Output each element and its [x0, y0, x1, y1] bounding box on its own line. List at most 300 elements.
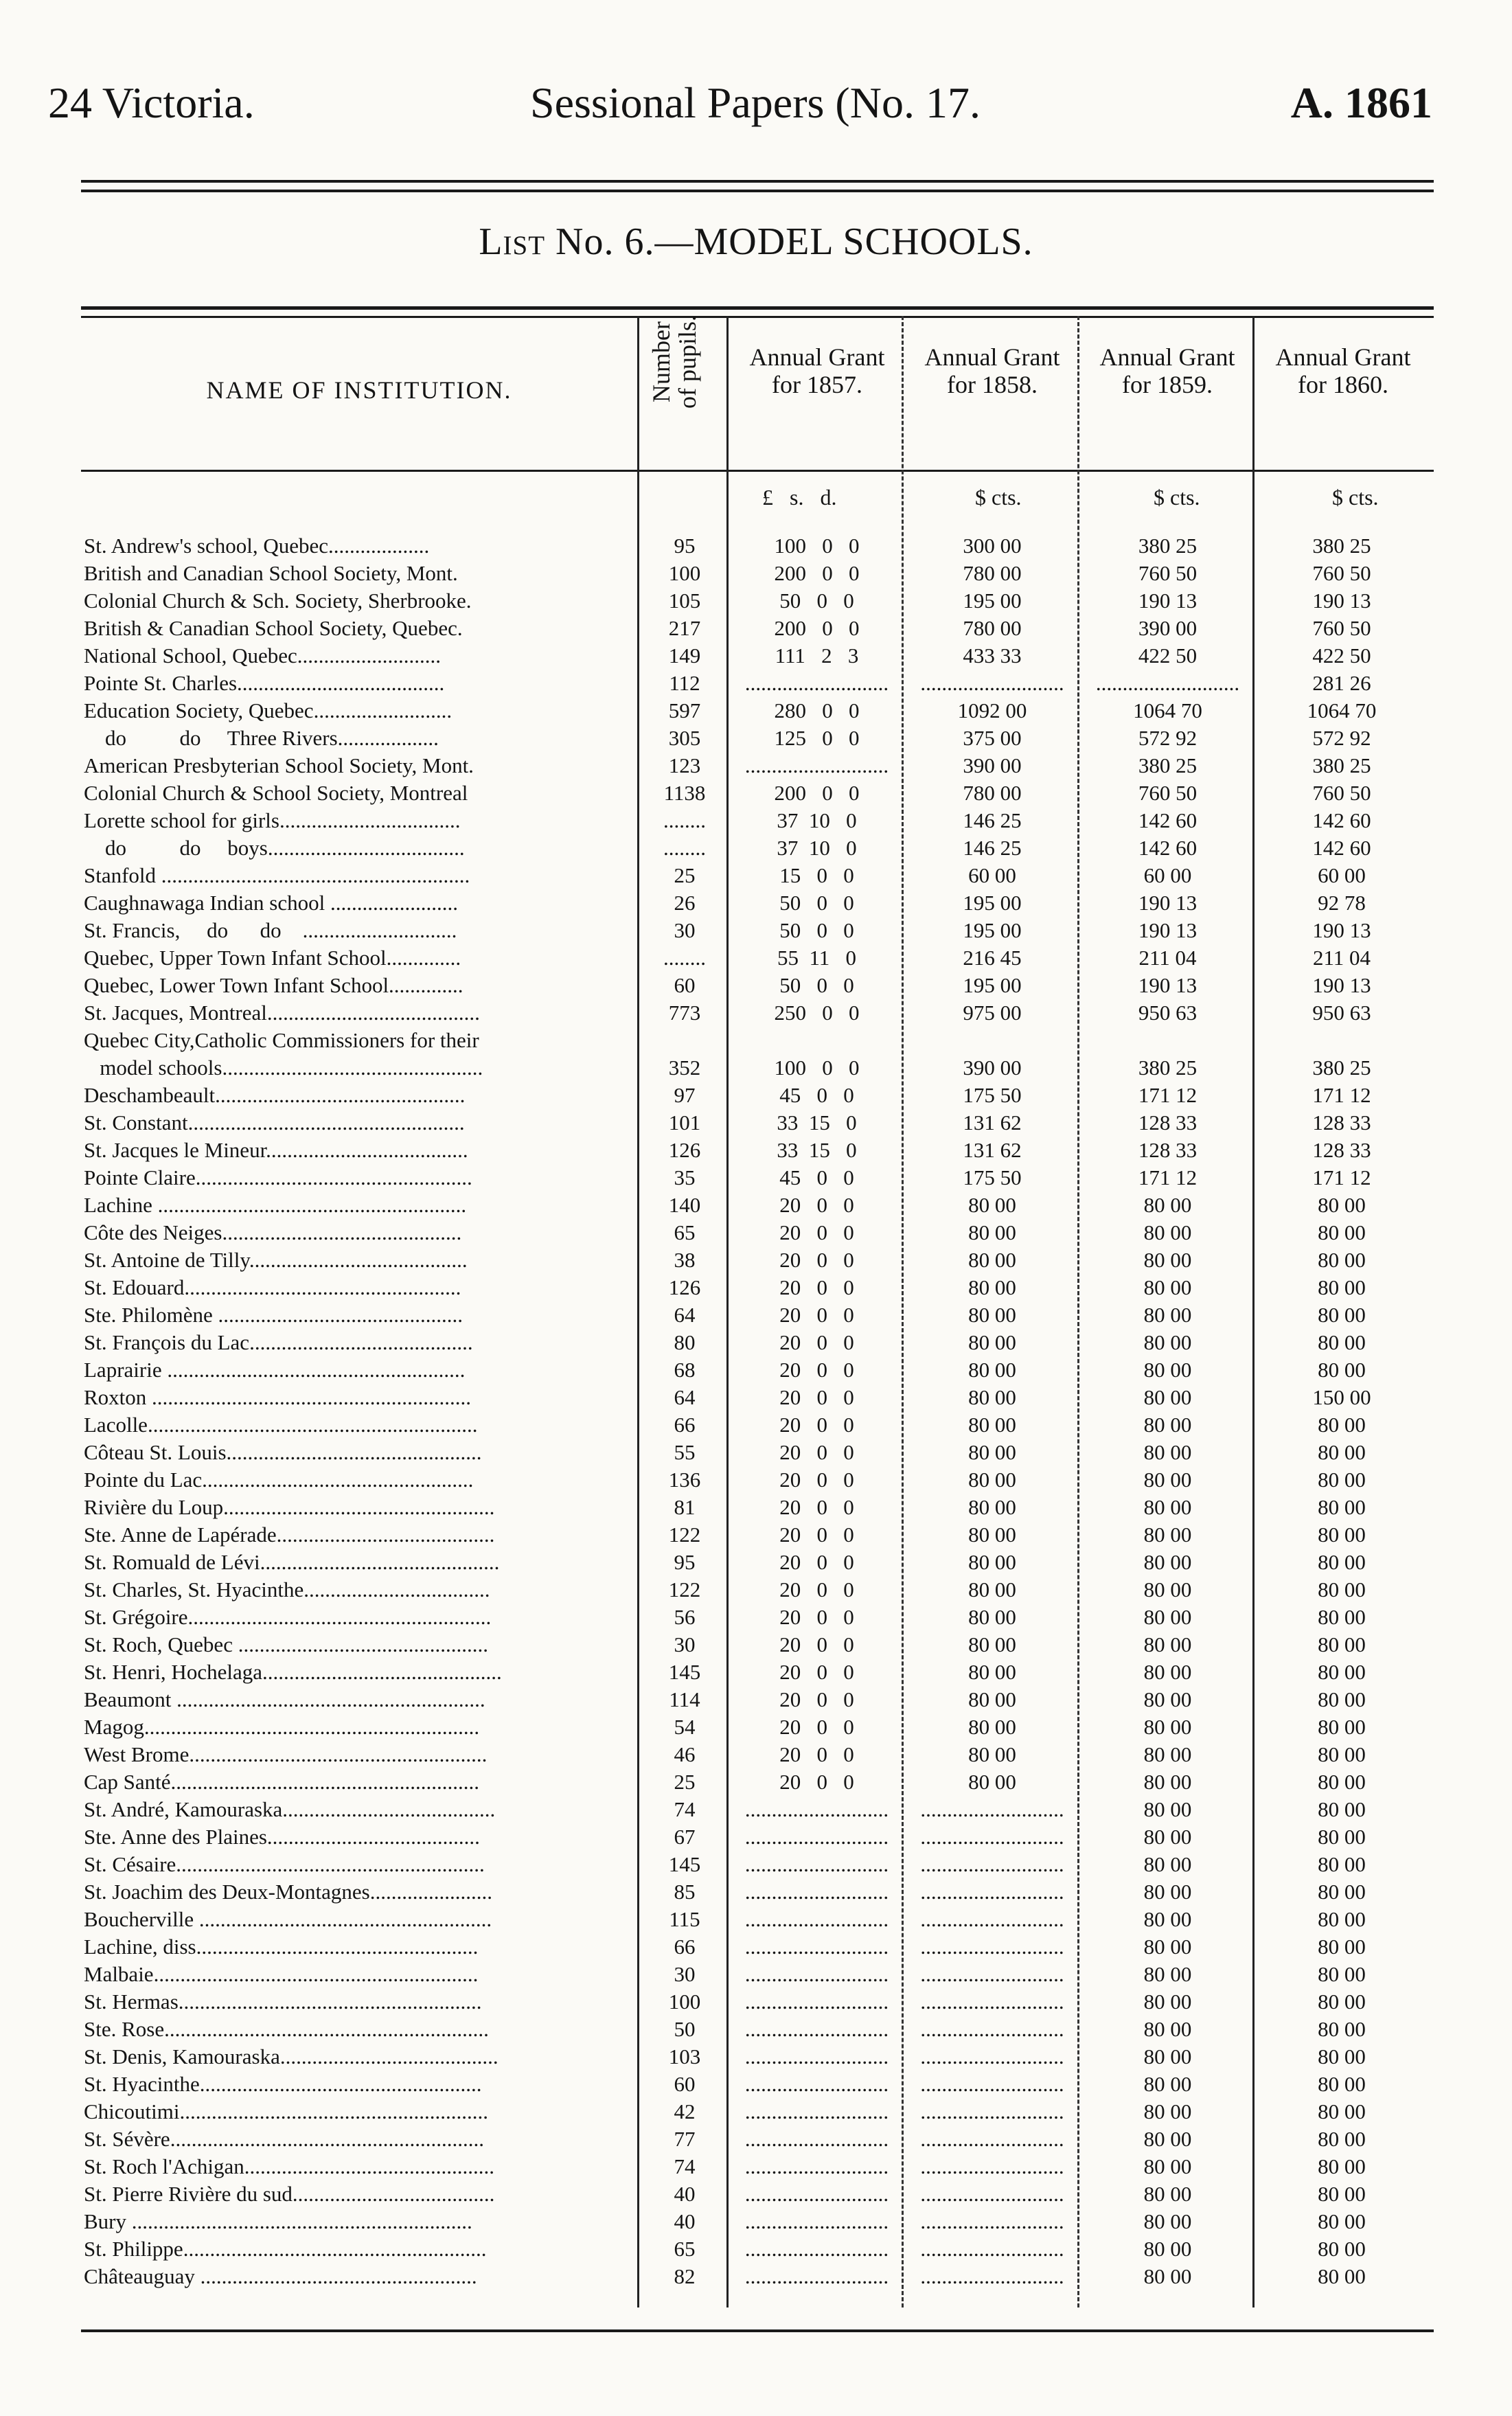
- grant-1857: 20 0 0: [779, 1660, 854, 1684]
- institution-name: Magog...............................................................: [84, 1715, 480, 1739]
- pupils-count: 126: [668, 1138, 701, 1162]
- grant-1860: 80 00: [1318, 1550, 1366, 1574]
- grant-1857: 55 11 0: [777, 946, 857, 970]
- table-row: [81, 2153, 1428, 2180]
- grant-1858: 80 00: [968, 1248, 1016, 1272]
- table-row: [81, 944, 1428, 972]
- institution-name: St. André, Kamouraska........................................: [84, 1797, 496, 1821]
- grant-1857: 111 2 3: [775, 643, 859, 668]
- institution-name: Boucherville .......................................................: [84, 1907, 492, 1931]
- institution-name: Quebec, Upper Town Infant School..............: [84, 946, 461, 970]
- pupils-count: 100: [668, 561, 701, 585]
- grant-1857: 20 0 0: [779, 1605, 854, 1629]
- grant-1860: [1255, 1027, 1428, 1054]
- institution-name: St. Joachim des Deux-Montagnes.......................: [84, 1880, 492, 1904]
- grant-1860: 760 50: [1312, 781, 1371, 805]
- table-row: [81, 1988, 1428, 2016]
- table-row: [81, 1301, 1428, 1329]
- pupils-count: 82: [674, 2264, 696, 2288]
- grant-1860: 171 12: [1312, 1083, 1371, 1107]
- table-rule-bottom: [81, 2329, 1434, 2332]
- grant-1857: 100 0 0: [774, 534, 860, 558]
- grant-1860: 80 00: [1318, 2017, 1366, 2041]
- grant-1859: 211 04: [1138, 946, 1197, 970]
- institution-name: Quebec, Lower Town Infant School..............: [84, 973, 463, 997]
- pupils-count: 103: [668, 2044, 701, 2069]
- column-header-1860: Annual Grant for 1860.: [1275, 343, 1411, 398]
- grant-1857: 20 0 0: [779, 1523, 854, 1547]
- institution-name: Lorette school for girls..................................: [84, 808, 461, 832]
- grant-1860: 80 00: [1318, 1413, 1366, 1437]
- grant-1860: 760 50: [1312, 561, 1371, 585]
- grant-1859: 190 13: [1138, 973, 1198, 997]
- institution-name: Chicoutimi..........................................................: [84, 2099, 488, 2123]
- pupils-count: 352: [668, 1056, 701, 1080]
- grant-1859: 171 12: [1138, 1165, 1198, 1189]
- pupils-count: [640, 1027, 729, 1054]
- table-row: [81, 1054, 1428, 1082]
- table-row: [81, 1027, 1428, 1054]
- table-row: [81, 972, 1428, 999]
- grant-1857: 20 0 0: [779, 1330, 854, 1354]
- pupils-count: 30: [674, 918, 696, 942]
- grant-1858: 375 00: [963, 726, 1022, 750]
- table-row: [81, 862, 1428, 889]
- pupils-count: 597: [668, 698, 701, 722]
- header-rule-top: [81, 180, 1434, 183]
- column-header-name: NAME OF INSTITUTION.: [206, 376, 512, 404]
- grant-1859: 80 00: [1143, 1990, 1192, 2014]
- table-row: [81, 1246, 1428, 1274]
- pupils-count: 95: [674, 534, 696, 558]
- grant-1857: 20 0 0: [779, 1413, 854, 1437]
- institution-name: Ste. Rose.............................................................: [84, 2017, 489, 2041]
- grant-1858: ...........................: [920, 2044, 1064, 2069]
- table-row: [81, 1219, 1428, 1246]
- institution-name: Malbaie.............................................................: [84, 1962, 479, 1986]
- pupils-count: 42: [674, 2099, 696, 2123]
- table-row: [81, 834, 1428, 862]
- institution-name: St. François du Lac..........................................: [84, 1330, 473, 1354]
- grant-1858: 390 00: [963, 753, 1022, 777]
- grant-1859: 390 00: [1138, 616, 1198, 640]
- header-year: A. 1861: [1290, 78, 1432, 127]
- header-rule-bottom: [81, 190, 1434, 192]
- pupils-count: 56: [674, 1605, 696, 1629]
- institution-name: St. Grégoire.........................................................: [84, 1605, 492, 1629]
- grant-1858: 80 00: [968, 1770, 1016, 1794]
- grant-1858: 390 00: [963, 1056, 1022, 1080]
- table-row: [81, 999, 1428, 1027]
- column-header-1858: Annual Grant for 1858.: [924, 343, 1060, 398]
- grant-1860: 80 00: [1318, 2209, 1366, 2233]
- grant-1858: ...........................: [920, 1990, 1064, 2014]
- grant-1860: 80 00: [1318, 1468, 1366, 1492]
- grant-1860: 380 25: [1312, 534, 1371, 558]
- institution-name: Deschambeault...............................................: [84, 1083, 466, 1107]
- institution-name: St. Charles, St. Hyacinthe...................................: [84, 1577, 490, 1602]
- grant-1860: 80 00: [1318, 1275, 1366, 1299]
- grant-1857: 280 0 0: [774, 698, 860, 722]
- institution-name: American Presbyterian School Society, Mont.: [84, 753, 474, 777]
- grant-1860: 1064 70: [1307, 698, 1377, 722]
- grant-1857: 20 0 0: [779, 1632, 854, 1656]
- grant-1860: 80 00: [1318, 1797, 1366, 1821]
- pupils-count: 54: [674, 1715, 696, 1739]
- institution-name: St. Césaire..........................................................: [84, 1852, 485, 1876]
- grant-1857: ...........................: [744, 1962, 889, 1986]
- grant-1858: 80 00: [968, 1193, 1016, 1217]
- institution-name: British and Canadian School Society, Mont.: [84, 561, 458, 585]
- grant-1860: 80 00: [1318, 1962, 1366, 1986]
- grant-1858: ...........................: [920, 1825, 1064, 1849]
- pupils-count: 305: [668, 726, 701, 750]
- grant-1859: 80 00: [1143, 1440, 1192, 1464]
- grant-1857: ...........................: [744, 1990, 889, 2014]
- table-row: [81, 1329, 1428, 1356]
- grant-1858: ...........................: [920, 1880, 1064, 1904]
- grant-1858: ...........................: [920, 1962, 1064, 1986]
- table-row: [81, 2071, 1428, 2098]
- grant-1859: 128 33: [1138, 1110, 1198, 1135]
- units-1860: $ cts.: [1332, 485, 1379, 510]
- grant-1857: ...........................: [744, 2209, 889, 2233]
- grant-1857: 20 0 0: [779, 1220, 854, 1244]
- pupils-count: 85: [674, 1880, 696, 1904]
- grant-1860: 80 00: [1318, 1715, 1366, 1739]
- pupils-count: 112: [669, 671, 700, 695]
- grant-1858: 131 62: [963, 1110, 1022, 1135]
- grant-1858: 433 33: [963, 643, 1022, 668]
- institution-name: National School, Quebec...........................: [84, 643, 442, 668]
- grant-1860: 80 00: [1318, 1605, 1366, 1629]
- grant-1857: ...........................: [744, 1797, 889, 1821]
- grant-1857: 37 10 0: [777, 836, 857, 860]
- grant-1860: 80 00: [1318, 2072, 1366, 2096]
- pupils-count: 81: [674, 1495, 696, 1519]
- grant-1859: 80 00: [1143, 1330, 1192, 1354]
- table-row: [81, 2126, 1428, 2153]
- grant-1859: 1064 70: [1133, 698, 1202, 722]
- institution-name: Rivière du Loup...................................................: [84, 1495, 495, 1519]
- grant-1858: 300 00: [963, 534, 1022, 558]
- pupils-count: 50: [674, 2017, 696, 2041]
- institution-name: St. Jacques le Mineur......................................: [84, 1138, 468, 1162]
- table-row: [81, 1109, 1428, 1137]
- table-row: [81, 779, 1428, 807]
- table-row: [81, 560, 1428, 587]
- grant-1859: 142 60: [1138, 808, 1198, 832]
- grant-1858: ...........................: [920, 1907, 1064, 1931]
- grant-1860: 80 00: [1318, 1935, 1366, 1959]
- institution-name: Quebec City,Catholic Commissioners for their: [84, 1028, 479, 1052]
- pupils-count: 1138: [663, 781, 706, 805]
- schools-table: [81, 532, 1428, 2290]
- grant-1858: 80 00: [968, 1385, 1016, 1409]
- grant-1857: 20 0 0: [779, 1248, 854, 1272]
- table-row: [81, 1851, 1428, 1878]
- grant-1859: 80 00: [1143, 1907, 1192, 1931]
- grant-1858: 195 00: [963, 891, 1022, 915]
- grant-1859: 80 00: [1143, 1687, 1192, 1711]
- grant-1859: 80 00: [1143, 1248, 1192, 1272]
- pupils-count: 100: [668, 1990, 701, 2014]
- institution-name: British & Canadian School Society, Quebec.: [84, 616, 463, 640]
- grant-1858: 175 50: [963, 1165, 1022, 1189]
- grant-1857: 200 0 0: [774, 616, 860, 640]
- institution-name: St. Pierre Rivière du sud......................................: [84, 2182, 495, 2206]
- table-row: [81, 642, 1428, 670]
- grant-1859: 80 00: [1143, 2127, 1192, 2151]
- table-row: [81, 1137, 1428, 1164]
- grant-1857: 15 0 0: [779, 863, 854, 887]
- grant-1859: 760 50: [1138, 781, 1198, 805]
- table-row: [81, 1823, 1428, 1851]
- table-row: [81, 670, 1428, 697]
- grant-1859: 80 00: [1143, 1358, 1192, 1382]
- grant-1859: 380 25: [1138, 753, 1198, 777]
- pupils-count: 101: [668, 1110, 701, 1135]
- grant-1859: 80 00: [1143, 1275, 1192, 1299]
- grant-1858: 780 00: [963, 781, 1022, 805]
- grant-1858: 80 00: [968, 1687, 1016, 1711]
- grant-1859: 80 00: [1143, 2099, 1192, 2123]
- grant-1860: 80 00: [1318, 2182, 1366, 2206]
- institution-name: Cap Santé..........................................................: [84, 1770, 480, 1794]
- pupils-count: 65: [674, 1220, 696, 1244]
- grant-1858: 975 00: [963, 1001, 1022, 1025]
- grant-1859: 80 00: [1143, 1193, 1192, 1217]
- institution-name: Pointe Claire....................................................: [84, 1165, 472, 1189]
- grant-1857: 200 0 0: [774, 781, 860, 805]
- title-rest: No. 6.—MODEL SCHOOLS.: [545, 220, 1033, 263]
- column-header-1857: Annual Grant for 1857.: [749, 343, 885, 398]
- institution-name: model schools.................................................: [84, 1056, 483, 1080]
- grant-1860: 380 25: [1312, 753, 1371, 777]
- pupils-count: 74: [674, 1797, 696, 1821]
- grant-1859: 80 00: [1143, 1715, 1192, 1739]
- pupils-count: 25: [674, 1770, 696, 1794]
- grant-1857: ...........................: [744, 1825, 889, 1849]
- grant-1860: 80 00: [1318, 2099, 1366, 2123]
- table-row: [81, 1192, 1428, 1219]
- units-1859: $ cts.: [1154, 485, 1200, 510]
- table-row: [81, 1686, 1428, 1713]
- table-row: [81, 1741, 1428, 1768]
- table-row: [81, 1631, 1428, 1659]
- table-row: [81, 889, 1428, 917]
- grant-1857: ...........................: [744, 2044, 889, 2069]
- grant-1859: 80 00: [1143, 1577, 1192, 1602]
- table-row: [81, 1439, 1428, 1466]
- pupils-count: 122: [668, 1577, 701, 1602]
- grant-1860: 142 60: [1312, 808, 1371, 832]
- pupils-count: 40: [674, 2182, 696, 2206]
- grant-1860: 190 13: [1312, 973, 1371, 997]
- grant-1858: 780 00: [963, 616, 1022, 640]
- institution-name: St. Henri, Hochelaga.............................................: [84, 1660, 502, 1684]
- institution-name: Ste. Philomène ..............................................: [84, 1303, 463, 1327]
- grant-1860: 142 60: [1312, 836, 1371, 860]
- table-row: [81, 2016, 1428, 2043]
- grant-1859: 80 00: [1143, 1550, 1192, 1574]
- grant-1859: 80 00: [1143, 1303, 1192, 1327]
- institution-name: Education Society, Quebec..........................: [84, 698, 453, 722]
- pupils-count: 46: [674, 1742, 696, 1766]
- grant-1860: 80 00: [1318, 1495, 1366, 1519]
- pupils-count: 145: [668, 1852, 701, 1876]
- grant-1857: 100 0 0: [774, 1056, 860, 1080]
- grant-1858: 195 00: [963, 918, 1022, 942]
- column-header-1859: Annual Grant for 1859.: [1099, 343, 1235, 398]
- grant-1859: 572 92: [1138, 726, 1198, 750]
- grant-1857: 20 0 0: [779, 1770, 854, 1794]
- institution-name: St. Sévère...........................................................: [84, 2127, 484, 2151]
- grant-1858: ...........................: [920, 2127, 1064, 2151]
- grant-1860: 80 00: [1318, 1330, 1366, 1354]
- grant-1860: 150 00: [1312, 1385, 1371, 1409]
- grant-1859: 80 00: [1143, 1468, 1192, 1492]
- grant-1859: 80 00: [1143, 2072, 1192, 2096]
- grant-1857: [729, 1027, 904, 1054]
- grant-1858: 216 45: [963, 946, 1022, 970]
- institution-name: Roxton ............................................................: [84, 1385, 472, 1409]
- table-row: [81, 1906, 1428, 1933]
- pupils-count: 30: [674, 1962, 696, 1986]
- grant-1857: 20 0 0: [779, 1577, 854, 1602]
- grant-1860: 211 04: [1312, 946, 1371, 970]
- institution-name: Châteauguay ....................................................: [84, 2264, 477, 2288]
- grant-1860: 80 00: [1318, 1660, 1366, 1684]
- grant-1859: 171 12: [1138, 1083, 1198, 1107]
- institution-name: St. Francis, do do .............................: [84, 918, 457, 942]
- institution-name: do do Three Rivers...................: [84, 726, 439, 750]
- grant-1859: 80 00: [1143, 2209, 1192, 2233]
- table-header-rule: [81, 470, 1434, 472]
- institution-name: St. Roch, Quebec ...............................................: [84, 1632, 488, 1656]
- institution-name: Pointe St. Charles.......................................: [84, 671, 445, 695]
- grant-1860: 128 33: [1312, 1110, 1371, 1135]
- institution-name: Bury ................................................................: [84, 2209, 472, 2233]
- grant-1859: 380 25: [1138, 1056, 1198, 1080]
- grant-1858: 80 00: [968, 1413, 1016, 1437]
- pupils-count: 66: [674, 1935, 696, 1959]
- grant-1859: 760 50: [1138, 561, 1198, 585]
- table-row: [81, 1082, 1428, 1109]
- grant-1857: 20 0 0: [779, 1550, 854, 1574]
- grant-1857: ...........................: [744, 2182, 889, 2206]
- grant-1859: 80 00: [1143, 2237, 1192, 2261]
- grant-1857: ...........................: [744, 2017, 889, 2041]
- institution-name: Lachine, diss.....................................................: [84, 1935, 479, 1959]
- pupils-count: 105: [668, 589, 701, 613]
- pupils-count: 126: [668, 1275, 701, 1299]
- column-header-pupils: Number of pupils.: [648, 315, 701, 409]
- grant-1859: 80 00: [1143, 1742, 1192, 1766]
- grant-1858: ...........................: [920, 2099, 1064, 2123]
- grant-1859: 80 00: [1143, 1495, 1192, 1519]
- grant-1860: 80 00: [1318, 2044, 1366, 2069]
- table-row: [81, 725, 1428, 752]
- table-row: [81, 1549, 1428, 1576]
- grant-1858: 195 00: [963, 589, 1022, 613]
- institution-name: Côte des Neiges.............................................: [84, 1220, 462, 1244]
- table-row: [81, 1576, 1428, 1604]
- institution-name: St. Philippe.........................................................: [84, 2237, 487, 2261]
- grant-1859: 80 00: [1143, 1660, 1192, 1684]
- pupils-count: 115: [669, 1907, 700, 1931]
- grant-1857: 200 0 0: [774, 561, 860, 585]
- grant-1859: 80 00: [1143, 1962, 1192, 1986]
- table-rule-top-thin: [81, 316, 1434, 318]
- grant-1859: 80 00: [1143, 1385, 1192, 1409]
- grant-1859: 950 63: [1138, 1001, 1198, 1025]
- grant-1858: 80 00: [968, 1303, 1016, 1327]
- table-row: [81, 1659, 1428, 1686]
- institution-name: Beaumont ..........................................................: [84, 1687, 485, 1711]
- grant-1857: ...........................: [744, 2072, 889, 2096]
- pupils-count: 77: [674, 2127, 696, 2151]
- grant-1859: 80 00: [1143, 2182, 1192, 2206]
- pupils-count: 80: [674, 1330, 696, 1354]
- pupils-count: 60: [674, 2072, 696, 2096]
- pupils-count: 122: [668, 1523, 701, 1547]
- grant-1859: 80 00: [1143, 2044, 1192, 2069]
- pupils-count: 38: [674, 1248, 696, 1272]
- grant-1858: 131 62: [963, 1138, 1022, 1162]
- grant-1860: 80 00: [1318, 1523, 1366, 1547]
- grant-1860: 281 26: [1312, 671, 1371, 695]
- grant-1858: 80 00: [968, 1577, 1016, 1602]
- table-row: [81, 1604, 1428, 1631]
- table-row: [81, 2043, 1428, 2071]
- grant-1858: 80 00: [968, 1358, 1016, 1382]
- grant-1860: 422 50: [1312, 643, 1371, 668]
- grant-1859: 80 00: [1143, 1770, 1192, 1794]
- institution-name: St. Antoine de Tilly.........................................: [84, 1248, 468, 1272]
- grant-1857: 50 0 0: [779, 589, 854, 613]
- institution-name: Colonial Church & Sch. Society, Sherbrooke.: [84, 589, 472, 613]
- grant-1858: 80 00: [968, 1632, 1016, 1656]
- pupils-count: 114: [669, 1687, 700, 1711]
- grant-1857: 20 0 0: [779, 1193, 854, 1217]
- grant-1857: 250 0 0: [774, 1001, 860, 1025]
- grant-1859: 422 50: [1138, 643, 1198, 668]
- grant-1859: 380 25: [1138, 534, 1198, 558]
- grant-1858: 80 00: [968, 1523, 1016, 1547]
- grant-1860: 80 00: [1318, 1770, 1366, 1794]
- grant-1857: 50 0 0: [779, 891, 854, 915]
- grant-1860: 190 13: [1312, 589, 1371, 613]
- grant-1860: 80 00: [1318, 1440, 1366, 1464]
- table-row: [81, 1796, 1428, 1823]
- grant-1858: 146 25: [963, 836, 1022, 860]
- grant-1859: 60 00: [1143, 863, 1192, 887]
- grant-1857: ...........................: [744, 671, 889, 695]
- grant-1860: 760 50: [1312, 616, 1371, 640]
- grant-1860: 80 00: [1318, 1632, 1366, 1656]
- grant-1857: ...........................: [744, 1935, 889, 1959]
- institution-name: Caughnawaga Indian school ........................: [84, 891, 458, 915]
- institution-name: St. Constant....................................................: [84, 1110, 465, 1135]
- table-row: [81, 1466, 1428, 1494]
- grant-1859: 80 00: [1143, 1797, 1192, 1821]
- grant-1858: ...........................: [920, 1797, 1064, 1821]
- grant-1860: 572 92: [1312, 726, 1371, 750]
- grant-1857: ...........................: [744, 1852, 889, 1876]
- institution-name: Ste. Anne des Plaines........................................: [84, 1825, 480, 1849]
- grant-1858: ...........................: [920, 2017, 1064, 2041]
